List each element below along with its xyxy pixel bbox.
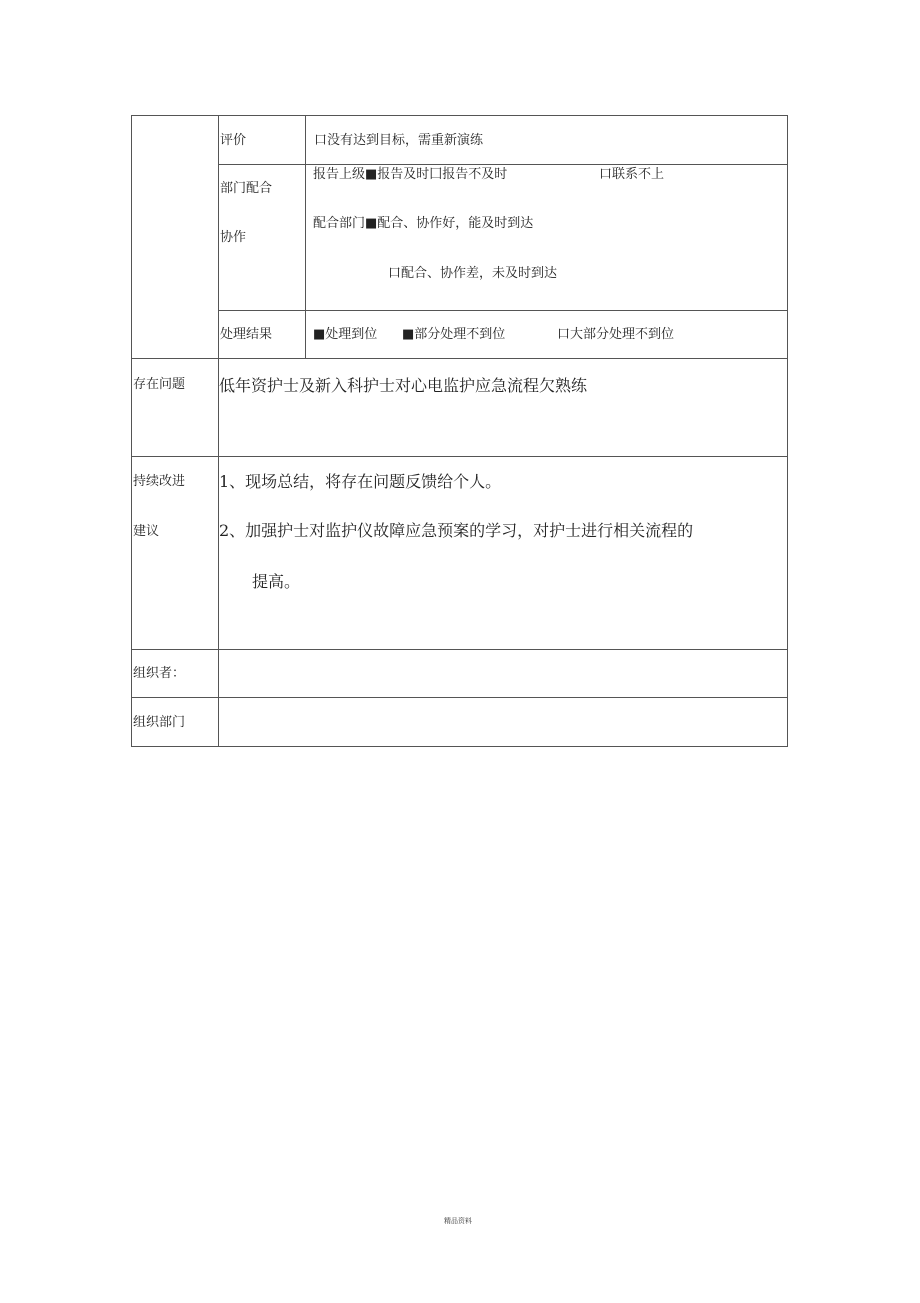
improvement-item-2: 2、加强护士对监护仪故障应急预案的学习，对护士进行相关流程的 bbox=[219, 521, 694, 540]
row-divider-coord bbox=[218, 310, 788, 311]
improvement-item-1: 1、现场总结，将存在问题反馈给个人。 bbox=[219, 472, 502, 491]
result-option-done: ■处理到位 bbox=[313, 327, 378, 342]
column-divider-2 bbox=[305, 115, 306, 358]
row-divider-organizer bbox=[131, 697, 788, 698]
page-footer: 精品资料 bbox=[444, 1217, 472, 1225]
evaluation-label: 评价 bbox=[220, 133, 247, 148]
org-dept-label: 组织部门 bbox=[133, 715, 186, 730]
table-border-left bbox=[131, 115, 132, 747]
coordination-report-unreachable: 口联系不上 bbox=[599, 167, 665, 182]
result-option-mostly: 口大部分处理不到位 bbox=[557, 327, 675, 342]
row-divider-improve bbox=[131, 649, 788, 650]
column-divider-1 bbox=[218, 115, 219, 747]
coordination-label-line2: 协作 bbox=[220, 230, 247, 245]
evaluation-value: 口没有达到目标，需重新演练 bbox=[314, 133, 484, 148]
row-divider-eval bbox=[218, 164, 788, 165]
coordination-report-options: 报告上级■报告及时囗报告不及时 bbox=[313, 167, 508, 182]
coordination-good: 配合部门■配合、协作好，能及时到达 bbox=[313, 216, 534, 231]
problems-label: 存在问题 bbox=[133, 377, 186, 392]
table-border-top bbox=[131, 115, 788, 116]
organizer-label: 组织者： bbox=[133, 666, 186, 681]
improvement-label-line2: 建议 bbox=[133, 524, 160, 539]
row-divider-problems bbox=[131, 456, 788, 457]
improvement-label-line1: 持续改进 bbox=[133, 474, 186, 489]
result-option-partial: ■部分处理不到位 bbox=[402, 327, 506, 342]
improvement-item-2-continued: 提高。 bbox=[252, 572, 301, 591]
problems-value: 低年资护士及新入科护士对心电监护应急流程欠熟练 bbox=[219, 376, 588, 395]
coordination-poor: 口配合、协作差，未及时到达 bbox=[388, 266, 558, 281]
row-divider-result bbox=[131, 358, 788, 359]
result-label: 处理结果 bbox=[220, 327, 273, 342]
table-border-right bbox=[787, 115, 788, 747]
table-border-bottom bbox=[131, 746, 788, 747]
coordination-label-line1: 部门配合 bbox=[220, 181, 273, 196]
